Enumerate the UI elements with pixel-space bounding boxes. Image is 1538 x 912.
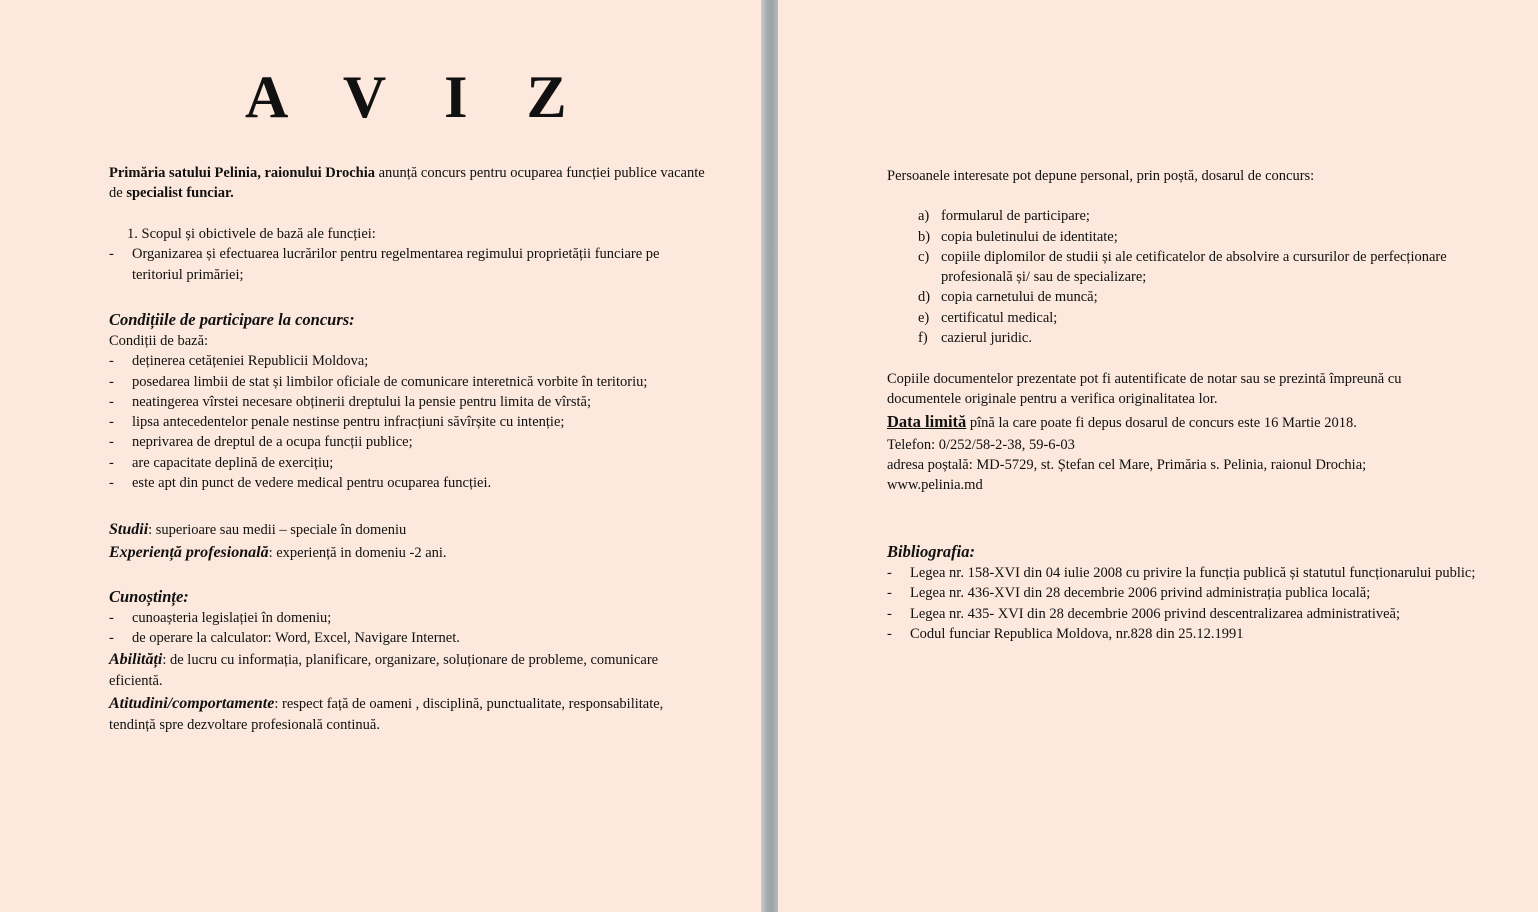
document-item: e) certificatul medical; — [918, 309, 1058, 326]
section-conditions — [109, 309, 709, 493]
bibliography-item: - Legea nr. 158-XVI din 04 iulie 2008 cu privire la funcția publică și statutul funcționarului public; — [887, 565, 1476, 581]
dash-bullet: - — [109, 246, 114, 263]
document-item: c) copiile diplomilor de studii și ale cetificatelor de absolvire a cursurilor de perfecționare profesională și/ sau de specializare; — [918, 248, 1447, 286]
condition-item: - neatingerea vîrstei necesare obținerii dreptului la pensie pentru limita de vîrstă; — [109, 393, 591, 410]
abilities-line: Abilități: de lucru cu informația, planificare, organizare, soluționare de probleme, comunicare eficientă. — [109, 650, 659, 690]
bibliography-item: - Codul funciar Republica Moldova, nr.828 din 25.12.1991 — [887, 625, 1244, 642]
document-item: f) cazierul juridic. — [918, 330, 1032, 347]
condition-item: - este apt din punct de vedere medical pentru ocuparea funcției. — [109, 475, 492, 492]
section-knowledge — [109, 586, 709, 737]
intro-paragraph — [109, 163, 709, 204]
phone-line: Telefon: 0/252/58-2-38, 59-6-03 — [887, 436, 1075, 453]
conditions-subheading: Condiții de bază: — [109, 333, 209, 349]
purpose-label: 1. Scopul și obictivele de bază ale funcției: — [127, 226, 376, 242]
deadline-label: Data limită — [887, 411, 967, 431]
intro-text: anunță concurs pentru ocuparea funcției publice vacante de — [109, 165, 705, 202]
section-requirements — [109, 519, 709, 565]
condition-item: - posedarea limbii de stat și limbilor oficiale de comunicare interetnică vorbite în teritoriu; — [109, 373, 648, 390]
studies-label: Studii — [109, 521, 149, 538]
bibliography-item: - Legea nr. 435- XVI din 28 decembrie 2006 privind descentralizarea administrativeă; — [887, 605, 1400, 622]
abilities-label: Abilități — [109, 650, 163, 668]
knowledge-item: - cunoașteria legislației în domeniu; — [109, 610, 332, 626]
experience-label: Experiență profesională — [109, 544, 269, 561]
contact-section — [887, 369, 1447, 495]
condition-item: - are capacitate deplină de exercițiu; — [109, 454, 334, 471]
document-title: A V I Z — [245, 64, 589, 130]
page-divider — [761, 0, 778, 912]
condition-item: - deținerea cetățeniei Republicii Moldova; — [109, 353, 369, 370]
section-purpose — [109, 224, 709, 285]
copies-note: Copiile documentelor prezentate pot fi autentificate de notar sau se prezintă împreună cu documentele originale pentru a verifica originalitatea lor. — [887, 371, 1402, 408]
bibliography-item: - Legea nr. 436-XVI din 28 decembrie 2006 privind administrația publica locală; — [887, 585, 1371, 602]
conditions-heading: Condițiile de participare la concurs: — [109, 310, 355, 329]
condition-item: - neprivarea de dreptul de a ocupa funcții publice; — [109, 434, 413, 451]
deadline-line: Data limită pînă la care poate fi depus dosarul de concurs este 16 Martie 2018. — [887, 411, 1357, 431]
purpose-item: - Organizarea și efectuarea lucrărilor pentru regelmentarea regimului proprietății funciare pe teritoriul primăriei; — [109, 246, 660, 283]
attitudes-line: Atitudini/comportamente: respect față de oameni , disciplină, punctualitate, responsabilitate, tendință spre dezvoltare profesională continuă. — [109, 694, 664, 734]
documents-section — [887, 166, 1487, 348]
document-item: b) copia buletinului de identitate; — [918, 228, 1118, 245]
address-line: adresa poștală: MD-5729, st. Ștefan cel Mare, Primăria s. Pelinia, raionul Drochia; — [887, 456, 1367, 473]
position-name: specialist funciar. — [126, 185, 234, 202]
experience-line: Experiență profesională: experiență in domeniu -2 ani. — [109, 544, 447, 561]
condition-item: - lipsa antecedentelor penale nestinse pentru infracțiuni săvîrșite cu intenție; — [109, 414, 565, 431]
institution-name: Primăria satului Pelinia, raionului Drochia — [109, 165, 375, 181]
website-link[interactable]: www.pelinia.md — [887, 477, 983, 494]
document-item: a) formularul de participare; — [918, 208, 1090, 225]
bibliography-section — [887, 541, 1487, 644]
attitudes-label: Atitudini/comportamente — [109, 694, 275, 712]
knowledge-heading: Cunoștințe: — [109, 587, 189, 606]
documents-intro: Persoanele interesate pot depune personal, prin poștă, dosarul de concurs: — [887, 168, 1315, 184]
bibliography-heading: Bibliografia: — [887, 542, 976, 561]
document-item: d) copia carnetului de muncă; — [918, 289, 1098, 306]
knowledge-item: - de operare la calculator: Word, Excel, Navigare Internet. — [109, 630, 460, 647]
studies-line: Studii: superioare sau medii – speciale în domeniu — [109, 521, 407, 538]
left-page — [0, 0, 761, 912]
